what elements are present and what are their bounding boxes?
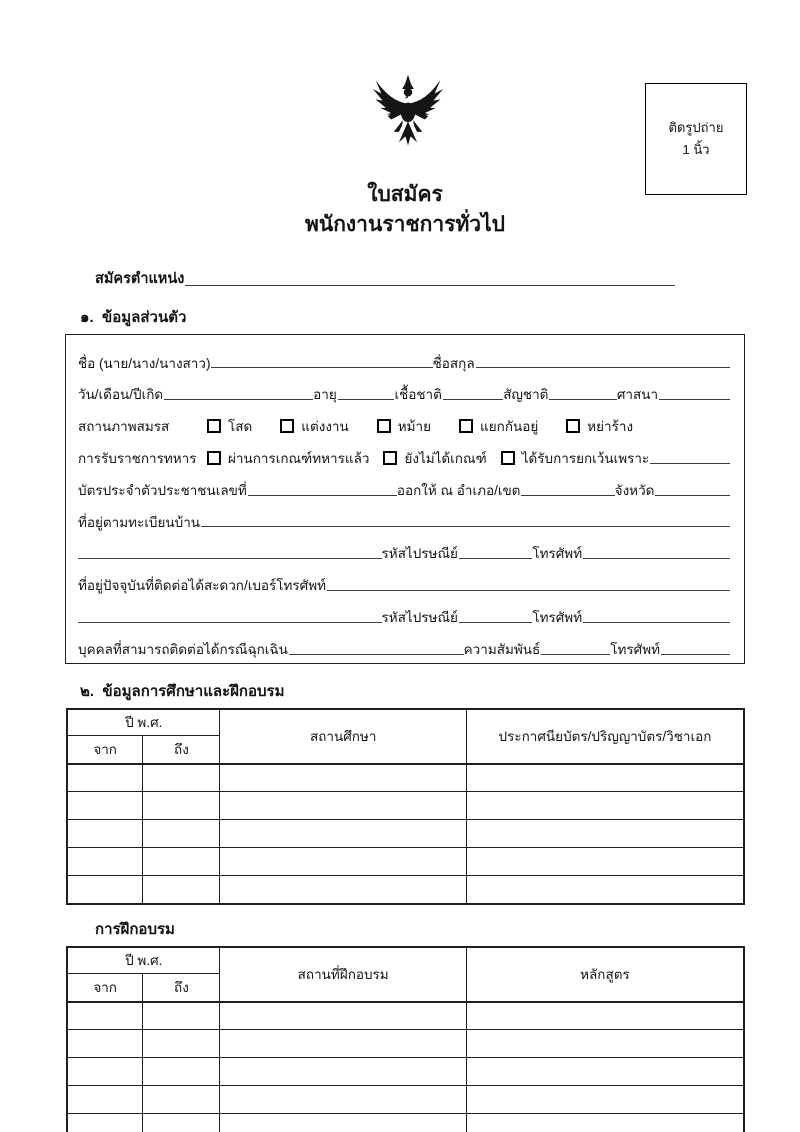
certificate-header: ประกาศนียบัตร/ปริญญาบัตร/วิชาเอก: [466, 709, 744, 764]
empty-cell[interactable]: [143, 1114, 220, 1132]
postal-code-label: รหัสไปรษณีย์: [381, 546, 458, 562]
marital-status-label: สถานภาพสมรส: [78, 419, 170, 435]
empty-cell[interactable]: [466, 1058, 744, 1086]
phone-blank[interactable]: [661, 654, 730, 655]
birthdate-label: วัน/เดือน/ปีเกิด: [78, 387, 164, 403]
relationship-blank[interactable]: [541, 654, 610, 655]
empty-cell[interactable]: [67, 848, 143, 876]
empty-cell[interactable]: [220, 1086, 466, 1114]
empty-cell[interactable]: [67, 876, 143, 904]
empty-cell[interactable]: [466, 792, 744, 820]
nationality-label: สัญชาติ: [503, 387, 549, 403]
course-header: หลักสูตร: [466, 947, 744, 1002]
religion-blank[interactable]: [659, 399, 730, 400]
military-option-not-yet: [383, 451, 487, 468]
checkbox-icon[interactable]: [280, 419, 294, 433]
empty-cell[interactable]: [220, 1058, 466, 1086]
id-card-row: [78, 468, 730, 500]
checkbox-icon[interactable]: [501, 451, 515, 465]
emergency-contact-label: บุคคลที่สามารถติดต่อได้กรณีฉุกเฉิน: [78, 641, 288, 657]
marital-option-label: แยกกันอยู่: [480, 419, 539, 435]
registered-address-row: [78, 500, 730, 532]
empty-cell[interactable]: [143, 1058, 220, 1086]
marital-option-label: หม้าย: [397, 419, 432, 435]
empty-cell[interactable]: [220, 876, 466, 904]
from-header: จาก: [67, 735, 143, 764]
postal-code-label: รหัสไปรษณีย์: [381, 609, 458, 625]
marital-option-separated: [459, 419, 539, 436]
to-header: ถึง: [143, 735, 220, 764]
military-option-label: ได้รับการยกเว้นเพราะ: [521, 450, 650, 466]
empty-row: [67, 1086, 744, 1114]
empty-cell[interactable]: [143, 1002, 220, 1030]
empty-cell[interactable]: [466, 764, 744, 792]
empty-cell[interactable]: [466, 820, 744, 848]
current-address-label: ที่อยู่ปัจจุบันที่ติดต่อได้สะดวก/เบอร์โทรศัพท์: [78, 578, 327, 594]
empty-cell[interactable]: [143, 820, 220, 848]
birth-row: [78, 372, 730, 404]
empty-cell[interactable]: [220, 1030, 466, 1058]
phone-label: โทรศัพท์: [532, 546, 583, 562]
marital-option-single: [207, 419, 253, 436]
apply-position-row: [95, 266, 675, 290]
name-row: [78, 341, 730, 373]
empty-row: [67, 1114, 744, 1132]
empty-cell[interactable]: [67, 1030, 143, 1058]
from-header: จาก: [67, 973, 143, 1002]
empty-cell[interactable]: [466, 848, 744, 876]
marital-option-divorced: [566, 419, 634, 436]
training-heading: การฝึกอบรม: [95, 920, 175, 938]
religion-label: ศาสนา: [616, 387, 659, 403]
military-option-label: ผ่านการเกณฑ์ทหารแล้ว: [228, 450, 370, 466]
nationality-blank[interactable]: [549, 399, 616, 400]
photo-box-text-1: ติดรูปถ่าย: [668, 119, 724, 135]
garuda-emblem-icon: [369, 74, 447, 167]
apply-position-blank[interactable]: [185, 285, 675, 286]
registered-address-blank2[interactable]: [78, 558, 382, 559]
empty-cell[interactable]: [466, 1002, 744, 1030]
race-blank[interactable]: [443, 399, 503, 400]
education-header-row1: [67, 709, 744, 736]
empty-cell[interactable]: [466, 1114, 744, 1132]
issued-at-blank[interactable]: [521, 495, 614, 496]
checkbox-icon[interactable]: [383, 451, 397, 465]
name-blank[interactable]: [211, 367, 432, 368]
relationship-label: ความสัมพันธ์: [463, 641, 541, 657]
section2-heading: ๒. ข้อมูลการศึกษาและฝึกอบรม: [80, 682, 285, 700]
phone-label: โทรศัพท์: [532, 609, 583, 625]
age-blank[interactable]: [338, 399, 395, 400]
empty-cell[interactable]: [220, 1114, 466, 1132]
empty-cell[interactable]: [466, 1086, 744, 1114]
empty-row: [67, 764, 744, 792]
personal-info-box: [65, 334, 745, 664]
marital-option-label: หย่าร้าง: [587, 419, 634, 435]
surname-blank[interactable]: [476, 367, 730, 368]
registered-address-label: ที่อยู่ตามทะเบียนบ้าน: [78, 514, 201, 530]
empty-row: [67, 848, 744, 876]
empty-cell[interactable]: [67, 1086, 143, 1114]
postal-code-blank[interactable]: [459, 622, 532, 623]
id-card-blank[interactable]: [248, 495, 397, 496]
empty-cell[interactable]: [220, 848, 466, 876]
training-header-row1: [67, 947, 744, 974]
empty-cell[interactable]: [143, 848, 220, 876]
province-blank[interactable]: [655, 495, 730, 496]
empty-cell[interactable]: [220, 1002, 466, 1030]
name-label: ชื่อ (นาย/นาง/นางสาว): [78, 355, 211, 371]
surname-label: ชื่อสกุล: [432, 355, 475, 371]
birthdate-blank[interactable]: [164, 399, 313, 400]
form-title: ใบสมัคร: [367, 183, 443, 206]
military-option-exempt: [501, 451, 730, 468]
current-address-blank[interactable]: [327, 590, 730, 591]
empty-cell[interactable]: [67, 820, 143, 848]
registered-address-blank[interactable]: [201, 526, 730, 527]
marital-option-married: [280, 419, 349, 436]
empty-cell[interactable]: [67, 1114, 143, 1132]
empty-cell[interactable]: [143, 1030, 220, 1058]
current-address-row2: [78, 595, 730, 627]
apply-position-label: สมัครตำแหน่ง: [95, 270, 185, 287]
empty-row: [67, 876, 744, 904]
year-header: ปี พ.ศ.: [67, 709, 220, 736]
checkbox-icon[interactable]: [566, 419, 580, 433]
registered-address-row2: [78, 531, 730, 563]
empty-row: [67, 1002, 744, 1030]
section1-heading: ๑. ข้อมูลส่วนตัว: [80, 308, 187, 326]
empty-cell[interactable]: [466, 1030, 744, 1058]
empty-cell[interactable]: [143, 764, 220, 792]
form-subtitle: พนักงานราชการทั่วไป: [305, 213, 505, 237]
military-option-completed: [207, 451, 370, 468]
exempt-reason-blank[interactable]: [650, 463, 730, 464]
checkbox-icon[interactable]: [377, 419, 391, 433]
emergency-contact-row: [78, 627, 730, 659]
empty-cell[interactable]: [143, 1086, 220, 1114]
checkbox-icon[interactable]: [207, 451, 221, 465]
marital-option-widowed: [377, 419, 432, 436]
issued-at-label: ออกให้ ณ อำเภอ/เขต: [396, 482, 521, 498]
race-label: เชื้อชาติ: [394, 387, 442, 403]
age-label: อายุ: [313, 387, 337, 403]
marital-option-label: แต่งงาน: [301, 419, 349, 435]
empty-cell[interactable]: [220, 764, 466, 792]
empty-cell[interactable]: [143, 876, 220, 904]
postal-code-blank[interactable]: [459, 558, 532, 559]
phone-label: โทรศัพท์: [610, 641, 660, 657]
training-place-header: สถานที่ฝึกอบรม: [220, 947, 466, 1002]
training-table: [66, 946, 745, 1132]
empty-row: [67, 1058, 744, 1086]
photo-box-text-2: 1 นิ้ว: [682, 142, 710, 157]
current-address-row: [78, 563, 730, 595]
phone-blank[interactable]: [583, 622, 730, 623]
military-service-row: [78, 436, 730, 468]
empty-cell[interactable]: [67, 792, 143, 820]
province-label: จังหวัด: [614, 482, 655, 498]
current-address-blank2[interactable]: [78, 622, 382, 623]
emergency-contact-blank[interactable]: [289, 654, 464, 655]
marital-option-label: โสด: [228, 419, 253, 435]
phone-blank[interactable]: [583, 558, 730, 559]
empty-cell[interactable]: [143, 792, 220, 820]
checkbox-icon[interactable]: [207, 419, 221, 433]
military-option-label: ยังไม่ได้เกณฑ์: [404, 450, 487, 466]
id-card-label: บัตรประจำตัวประชาชนเลขที่: [78, 482, 247, 498]
empty-cell[interactable]: [466, 876, 744, 904]
to-header: ถึง: [143, 973, 220, 1002]
empty-cell[interactable]: [67, 764, 143, 792]
empty-cell[interactable]: [67, 1058, 143, 1086]
marital-status-row: [78, 404, 730, 436]
year-header: ปี พ.ศ.: [67, 947, 220, 974]
military-service-label: การรับราชการทหาร: [78, 450, 197, 466]
empty-cell[interactable]: [67, 1002, 143, 1030]
empty-row: [67, 792, 744, 820]
empty-row: [67, 1030, 744, 1058]
empty-row: [67, 820, 744, 848]
empty-cell[interactable]: [220, 792, 466, 820]
institution-header: สถานศึกษา: [220, 709, 466, 764]
empty-cell[interactable]: [220, 820, 466, 848]
education-table: [66, 708, 745, 905]
checkbox-icon[interactable]: [459, 419, 473, 433]
photo-attach-box: [645, 83, 747, 195]
